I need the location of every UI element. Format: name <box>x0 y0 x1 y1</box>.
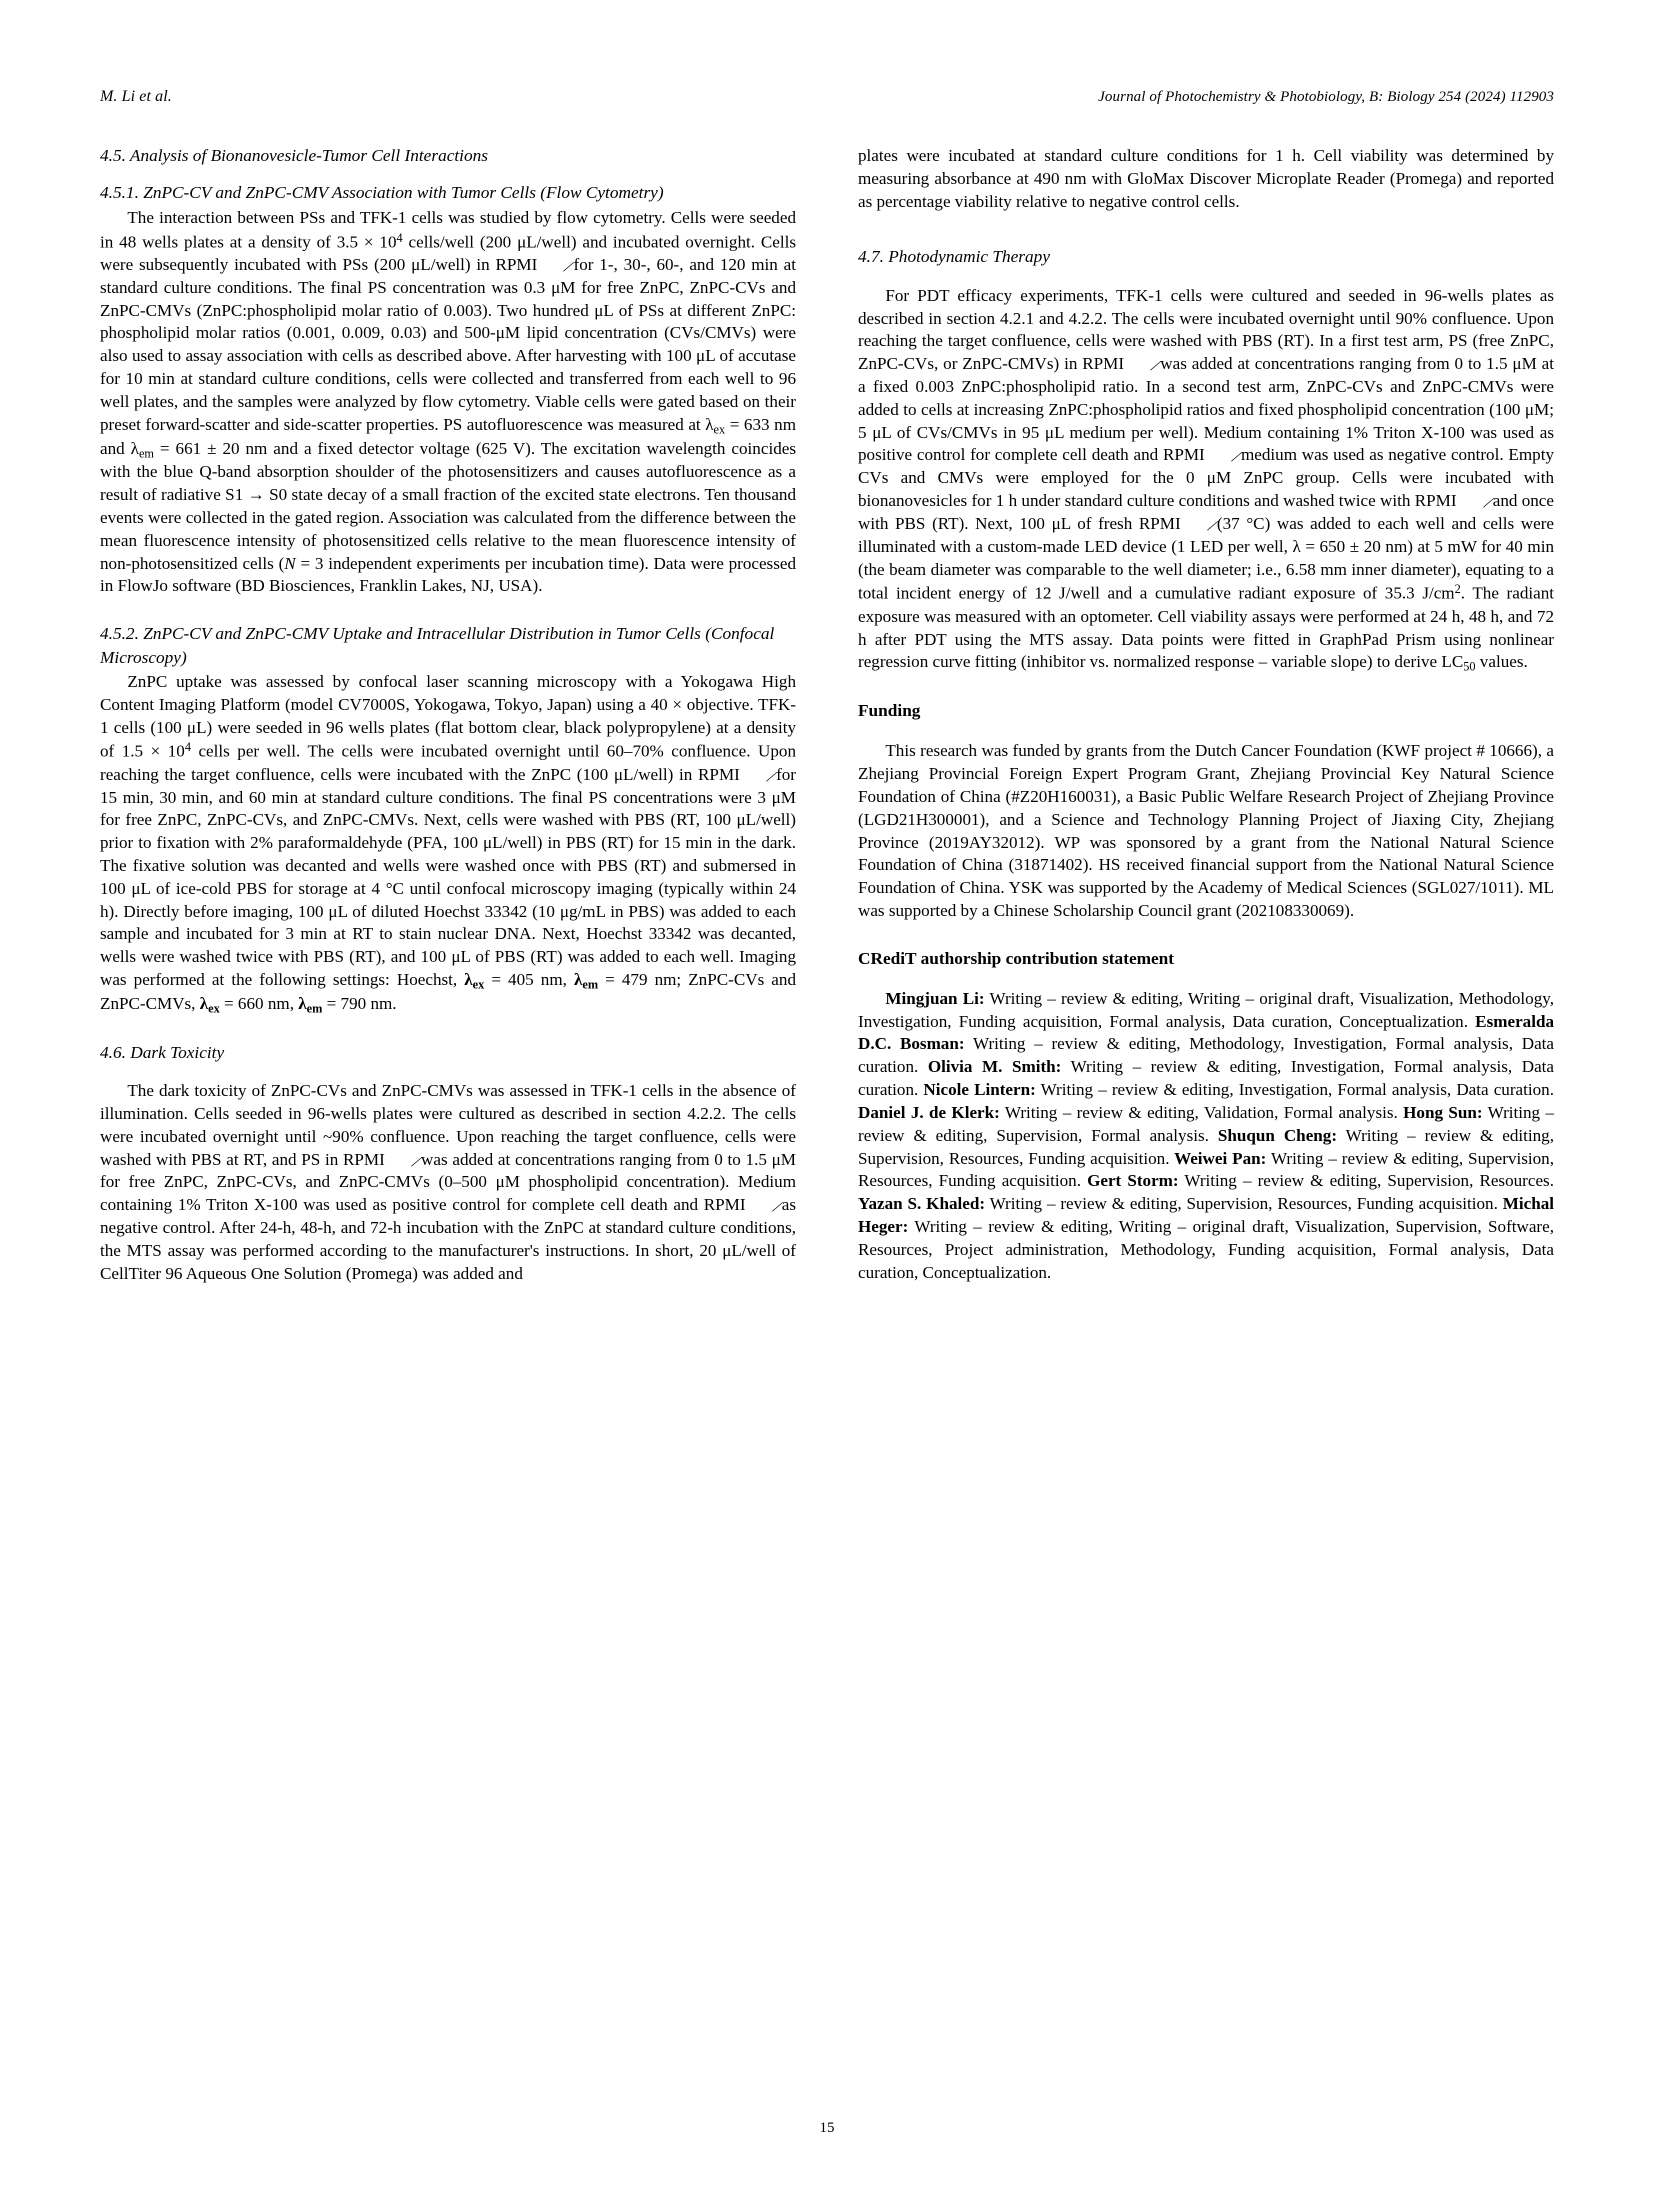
text-run: = 660 nm, <box>219 993 299 1013</box>
credit-author-name: Shuqun Cheng: <box>1208 1125 1338 1145</box>
text-run: = 661 ± 20 nm and a fixed detector voltage (625 V). The excitation wavelength coincides with the blue Q-band absorption shoulder of the photosensitizers and causes autofluorescence as a result of radiative S1 → S0 state decay of a small fraction of the excited state electrons. Ten thousand events were collected in the gated region. Association was calculated from the difference between the mean fluorescence intensity of photosensitized cells relative to the mean fluorescence intensity of non-photosensitized cells ( <box>100 438 796 573</box>
text-run: ZnPC uptake was assessed by confocal laser scanning microscopy with a Yokogawa High Content Imaging Platform (model CV7000S, Yokogawa, Tokyo, Japan) using a 40 × objective. TFK-1 cells (100 μL) were seeded in 96 wells plates (flat bottom clear, black polypropylene) at a density of 1.5 × 10 <box>100 671 796 761</box>
text-run: for 1-, 30-, 60-, and 120 min at standard culture conditions. The final PS concentration was 0.3 μM for free ZnPC, ZnPC-CVs and ZnPC-CMVs (ZnPC:phospholipid molar ratio of 0.003). Two hundred μL of PSs at different ZnPC: phospholipid molar ratios (0.001, 0.009, 0.03) and 500-μM lipid concentration (CVs/CMVs) were also used to assay association with cells as described above. After harvesting with 100 μL of accutase for 10 min at standard culture conditions, cells were collected and transferred from each well to 96 well plates, and the samples were analyzed by flow cytometry. Viable cells were gated based on their preset forward-scatter and side-scatter properties. PS autofluorescence was measured at <box>100 254 796 434</box>
paragraph-4-6 <box>100 1080 796 1285</box>
paragraph-4-7 <box>858 285 1554 675</box>
paragraph-4-5-2 <box>100 671 796 1017</box>
slash-glyph: ∕ <box>1151 356 1160 376</box>
text-run: cells per well. The cells were incubated overnight until 60–70% confluence. Upon reaching the target confluence, cells were incubated with the ZnPC (100 μL/well) in RPMI <box>100 741 796 784</box>
lambda-ex: λ <box>705 414 714 434</box>
lambda-ex: $\lambda_{ex}$ <box>199 993 220 1016</box>
credit-author-roles: Writing – review & editing, Writing – original draft, Visualization, Supervision, Software, Resources, Project administration, Methodology, Funding acquisition, Formal analysis, Data curation, Conceptualization. <box>858 1216 1554 1282</box>
credit-author-roles: Writing – review & editing, Supervision, Resources. <box>1178 1171 1554 1191</box>
credit-author-roles: Writing – review & editing, Validation, Formal analysis. <box>999 1102 1398 1122</box>
section-heading-4-7: 4.7. Photodynamic Therapy <box>858 247 1050 267</box>
text-run: medium was used as negative control. Empty CVs and CMVs were employed for the 0 μM ZnPC group. Cells were incubated with bionanovesicles for 1 h under standard culture conditions and washed twice with RPMI <box>858 445 1554 511</box>
slash-glyph: ∕ <box>767 767 776 787</box>
paragraph-continuation: plates were incubated at standard culture conditions for 1 h. Cell viability was determined by measuring absorbance at 490 nm with GloMax Discover Microplate Reader (Promega) and reported as percentage viability relative to negative control cells. <box>858 146 1554 211</box>
lambda-ex: $\lambda_{ex}$ <box>464 970 485 992</box>
text-run: For PDT efficacy experiments, TFK-1 cells were cultured and seeded in 96-wells plates as described in section 4.2.1 and 4.2.2. The cells were incubated overnight until 90% confluence. Upon reaching the target confluence, cells were washed with PBS (RT). In a first test arm, PS (free ZnPC, ZnPC-CVs, or ZnPC-CMVs) in RPMI <box>858 285 1554 374</box>
credit-author-name: Michal Heger: <box>858 1194 1554 1236</box>
lambda-em: λ <box>130 438 139 458</box>
section-heading-4-5: 4.5. Analysis of Bionanovesicle-Tumor Cell Interactions <box>100 146 488 165</box>
credit-author-name: Yazan S. Khaled: <box>858 1194 986 1214</box>
text-run: = 633 nm and <box>100 414 796 458</box>
text-run: as negative control. After 24-h, 48-h, and 72-h incubation with the ZnPC at standard culture conditions, the MTS assay was performed according to the manufacturer's instructions. In short, 20 μL/well of CellTiter 96 Aqueous One Solution (Promega) was added and <box>100 1195 796 1283</box>
text-run: = 790 nm. <box>322 993 397 1013</box>
lambda-em-sub: em <box>582 977 599 992</box>
text-sup: 4 <box>184 740 191 755</box>
page-number: 15 <box>819 2120 835 2136</box>
credit-author-roles: Writing – review & editing, Writing – original draft, Visualization, Methodology, Investigation, Funding acquisition, Formal analysis, Data curation, Conceptualization. <box>858 988 1554 1031</box>
lambda-ex-sub: ex <box>208 1001 220 1016</box>
lambda-em-sub: em <box>306 1001 323 1016</box>
credit-author-name: Weiwei Pan: <box>1169 1148 1267 1168</box>
text-sub: 50 <box>1463 659 1476 674</box>
credit-author-name: Esmeralda D.C. Bosman: <box>858 1011 1555 1054</box>
text-run: for 15 min, 30 min, and 60 min at standard culture conditions. The final PS concentrations were 3 μM for free ZnPC, ZnPC-CVs, and ZnPC-CMVs. Next, cells were washed with PBS (RT, 100 μL/well) prior to fixation with 2% paraformaldehyde (PFA, 100 μL/well) in PBS (RT) for 15 min in the dark. The fixative solution was decanted and wells were washed once with PBS (RT) and submersed in 100 μL of ice-cold PBS for storage at 4 °C until confocal microscopy imaging (typically within 24 h). Directly before imaging, 100 μL of diluted Hoechst 33342 (10 μg/mL in PBS) was added to each sample and incubated for 3 min at RT to stain nuclear DNA. Next, Hoechst 33342 was decanted, wells were washed twice with PBS (RT), and 100 μL of PBS (RT) was added to each well. Imaging was performed at the following settings: Hoechst, <box>100 764 796 990</box>
section-heading-funding: Funding <box>858 701 921 721</box>
running-header <box>100 88 1554 106</box>
lambda-em: $\lambda_{em}$ <box>298 993 323 1016</box>
credit-author-name: Hong Sun: <box>1397 1102 1483 1122</box>
slash-glyph: ∕ <box>773 1197 781 1217</box>
credit-author-roles: Writing – review & editing, Investigation, Formal analysis, Data curation. <box>1035 1080 1554 1100</box>
section-heading-credit: CRediT authorship contribution statement <box>858 948 1175 968</box>
two-column-body <box>100 145 1554 1285</box>
text-run: was added at concentrations ranging from 0 to 1.5 μM at a fixed 0.003 ZnPC:phospholipid ratio. In a second test arm, ZnPC-CVs and ZnPC-CMVs were added to cells at increasing ZnPC:phospholipid ratios and fixed phospholipid concentration (100 μM; 5 μL of CVs/CMVs in 95 μL medium per well). Medium containing 1% Triton X-100 was used as positive control for complete cell death and RPMI <box>858 354 1554 465</box>
text-italic: N <box>284 553 296 573</box>
credit-author-roles: Writing – review & editing, Supervision, Resources, Funding acquisition. <box>858 1125 1554 1168</box>
credit-author-roles: Writing – review & editing, Supervision, Resources, Funding acquisition. <box>858 1148 1555 1191</box>
text-run: was added at concentrations ranging from 0 to 1.5 μM for free ZnPC, ZnPC-CVs, and ZnPC-CMVs (0–500 μM phospholipid concentration). Medium containing 1% Triton X-100 was used as positive control for complete cell death and RPMI <box>100 1149 797 1215</box>
paragraph-4-5-1 <box>100 207 796 598</box>
text-run: and once with PBS (RT). Next, 100 μL of fresh RPMI <box>858 491 1554 533</box>
slash-glyph: ∕ <box>1232 447 1241 467</box>
credit-author-name: Nicole Lintern: <box>918 1080 1036 1100</box>
credit-author-roles: Writing – review & editing, Supervision, Formal analysis. <box>858 1102 1554 1145</box>
text-run: The interaction between PSs and TFK-1 cells was studied by flow cytometry. Cells were seeded in 48 wells plates at a density of 3.5 × 10 <box>100 207 796 252</box>
right-column <box>858 145 1554 1285</box>
credit-author-roles: Writing – review & editing, Investigation, Formal analysis, Data curation. <box>858 1057 1554 1100</box>
credit-author-roles: Writing – review & editing, Supervision, Resources, Funding acquisition. <box>985 1194 1498 1214</box>
text-run: = 479 nm; ZnPC-CVs and ZnPC-CMVs, <box>100 970 796 1013</box>
paragraph-funding: This research was funded by grants from the Dutch Cancer Foundation (KWF project # 10666), a Zhejiang Provincial Foreign Expert Program Grant, Zhejiang Provincial Key Natural Science Foundation of China (#Z20H160031), a Basic Public Welfare Research Project of Zhejiang Province (LGD21H300001), and a Science and Technology Planning Project of Jiaxing City, Zhejiang Province (2019AY32012). WP was sponsored by a grant from the National Natural Science Foundation of China (31871402). HS received financial support from the National Natural Science Foundation of China. YSK was supported by the Academy of Medical Sciences (SGL027/1011). ML was supported by a Chinese Scholarship Council grant (202108330069). <box>858 741 1554 920</box>
paragraph-credit <box>858 988 1554 1285</box>
header-journal-ref: Journal of Photochemistry & Photobiology, B: Biology 254 (2024) 112903 <box>1098 89 1554 105</box>
credit-author-name: Gert Storm: <box>1080 1171 1179 1191</box>
lambda-ex-sub: ex <box>713 422 726 437</box>
text-run: = 3 independent experiments per incubation time). Data were processed in FlowJo software (BD Biosciences, Franklin Lakes, NJ, USA). <box>100 553 796 596</box>
text-sup: 4 <box>396 230 403 245</box>
slash-glyph: ∕ <box>412 1151 421 1171</box>
section-heading-4-6: 4.6. Dark Toxicity <box>100 1042 225 1062</box>
credit-author-name: Olivia M. Smith: <box>918 1057 1062 1077</box>
lambda-ex-sub: ex <box>472 977 485 992</box>
slash-glyph: ∕ <box>565 257 573 277</box>
section-heading-4-5-1: 4.5.1. ZnPC-CV and ZnPC-CMV Association with Tumor Cells (Flow Cytometry) <box>100 183 664 203</box>
text-run: The dark toxicity of ZnPC-CVs and ZnPC-CMVs was assessed in TFK-1 cells in the absence of illumination. Cells seeded in 96-wells plates were cultured as described in section 4.2.2. The cells were incubated overnight until ~90% confluence. Upon reaching the target confluence, cells were washed with PBS at RT, and PS in RPMI <box>100 1081 796 1169</box>
slash-glyph: ∕ <box>1208 516 1216 536</box>
lambda-em-sub: em <box>138 445 154 460</box>
section-heading-4-5-2: 4.5.2. ZnPC-CV and ZnPC-CMV Uptake and Intracellular Distribution in Tumor Cells (Confocal Microscopy) <box>100 624 775 667</box>
credit-author-name: Mingjuan Li: <box>885 988 985 1008</box>
credit-author-name: Daniel J. de Klerk: <box>858 1102 1000 1122</box>
credit-author-roles: Writing – review & editing, Methodology, Investigation, Formal analysis, Data curation. <box>858 1034 1554 1077</box>
text-run: (37 °C) was added to each well and cells were illuminated with a custom-made LED device (1 LED per well, λ = 650 ± 20 nm) at 5 mW for 40 min (the beam diameter was comparable to the well diameter; i.e., 6.58 mm inner diameter), equating to a total incident energy of 12 J/well and a cumulative radiant exposure of 35.3 J/cm <box>858 513 1554 603</box>
lambda-em: $\lambda_{em}$ <box>573 970 599 992</box>
left-column <box>100 145 796 1285</box>
header-authors: M. Li et al. <box>100 88 172 105</box>
slash-glyph: ∕ <box>1484 493 1492 513</box>
text-run: . The radiant exposure was measured with an optometer. Cell viability assays were performed at 24 h, 48 h, and 72 h after PDT using the MTS assay. Data points were fitted in GraphPad Prism using nonlinear regression curve fitting (inhibitor vs. normalized response – variable slope) to derive LC <box>858 583 1554 672</box>
text-sup: 2 <box>1454 582 1461 597</box>
text-run: cells/well (200 μL/well) and incubated overnight. Cells were subsequently incubated with PSs (200 μL/well) in RPMI <box>100 232 796 274</box>
text-run: values. <box>1475 652 1528 672</box>
text-run: = 405 nm, <box>484 970 574 990</box>
